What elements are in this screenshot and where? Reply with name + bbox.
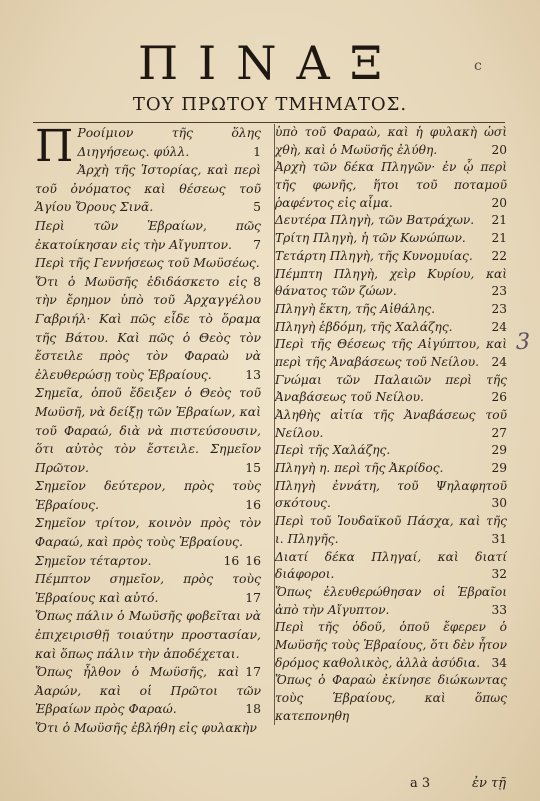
toc-page-number: 32 bbox=[491, 567, 507, 582]
toc-entry-text: Ὅτι ὁ Μωϋσῆς ἐδιδάσκετο εἰς τὴν ἔρημον ὑπὸ τοῦ Ἀρχαγγέλου Γαβριήλ· Καὶ πῶς εἶδε τὸ ὅραμα τῆς Βάτου. Καὶ πῶς ὁ Θεὸς τὸν ἔστειλε πρὸς τὸν Φαραὼ νὰ ἐλευθερώσῃ τοὺς Ἑβραίους. bbox=[35, 273, 261, 382]
toc-page-number: 24 bbox=[491, 354, 507, 369]
toc-entry bbox=[275, 124, 507, 159]
toc-entry-text: Περὶ τῆς ὁδοῦ, ὁποῦ ἔφερεν ὁ Μωϋσῆς τοὺς Ἑβραίους, ὅτι δὲν ἦτον δρόμος καθολικὸς, ἀλλὰ ἀσύδια. bbox=[275, 620, 507, 670]
toc-entry-text: Περὶ τῆς Γεννήσεως τοῦ Μωϋσέως. bbox=[35, 255, 260, 271]
toc-entry-text: Ἀληθὴς αἰτία τῆς Ἀναβάσεως τοῦ Νείλου. bbox=[275, 408, 507, 440]
toc-entry bbox=[275, 212, 507, 230]
toc-page-number: 27 bbox=[491, 425, 507, 440]
toc-page-number: 29 bbox=[491, 461, 507, 476]
toc-page-number: 17 bbox=[245, 664, 261, 680]
toc-entry-text: Τετάρτη Πληγὴ, τῆς Κυνομυίας. bbox=[275, 248, 473, 263]
toc-entry bbox=[275, 460, 507, 478]
toc-page-number: 8 bbox=[253, 273, 261, 289]
toc-page-number: 16 bbox=[245, 552, 261, 568]
toc-page-number: 34 bbox=[491, 655, 507, 670]
toc-page-number: 18 bbox=[245, 701, 261, 717]
toc-entry bbox=[35, 161, 261, 217]
margin-note: 3 bbox=[516, 330, 530, 355]
toc-page-number: 16 bbox=[245, 496, 261, 512]
toc-entry-text: Σημεῖον δεύτερον, πρὸς τοὺς Ἑβραίους. bbox=[35, 478, 261, 512]
toc-entry bbox=[275, 336, 507, 371]
toc-entry bbox=[35, 663, 261, 719]
toc-entry bbox=[35, 273, 261, 385]
toc-entry-text: Περὶ τοῦ Ἰουδαϊκοῦ Πάσχα, καὶ τῆς ι. Πληγῆς. bbox=[275, 514, 507, 546]
toc-page-number: 31 bbox=[491, 531, 507, 546]
toc-entry bbox=[35, 570, 261, 607]
toc-entry bbox=[275, 159, 507, 212]
left-column bbox=[35, 121, 261, 738]
toc-entry-text: Ρooίμιον τῆς ὅλης Διηγήσεως. φύλλ. bbox=[77, 125, 261, 159]
toc-entry bbox=[35, 477, 261, 514]
toc-entry-text: Ἀρχὴ τῆς Ἱστορίας, καὶ περὶ τοῦ ὀνόματος καὶ θέσεως τοῦ Ἁγίου Ὄρους Σινᾶ. bbox=[35, 162, 261, 215]
toc-entry-text: Πληγὴ η. περὶ τῆς Ἀκρίδος. bbox=[275, 461, 444, 476]
catchword: ἐν τῇ bbox=[472, 776, 506, 791]
toc-page-number: 7 bbox=[253, 236, 261, 252]
toc-entry-text: Γνώμαι τῶν Παλαιῶν περὶ τῆς Ἀναβάσεως τοῦ Νείλου. bbox=[275, 372, 507, 405]
toc-page-number: 5 bbox=[253, 199, 261, 215]
toc-entry-text: Ὅπως ἦλθον ὁ Μωϋσῆς, καὶ Ἀαρών, καὶ οἱ Πρῶτοι τῶν Ἑβραίων πρὸς Φαραώ. bbox=[35, 664, 261, 717]
toc-page-number: 20 bbox=[491, 142, 507, 157]
toc-entry-text: Ὅπως πάλιν ὁ Μωϋσῆς φοβεῖται νὰ ἐπιχειρισθῇ τοιαύτην προστασίαν, καὶ ὅπως πάλιν τὴν ἀποδέχεται. bbox=[35, 608, 261, 661]
toc-entry-text: Πέμπτη Πληγὴ, χεὶρ Κυρίου, καὶ θάνατος τῶν ζώων. bbox=[275, 266, 507, 299]
toc-entry bbox=[275, 619, 507, 672]
toc-entry bbox=[275, 372, 507, 407]
toc-page-number: 21 bbox=[491, 213, 507, 228]
toc-entry bbox=[275, 442, 507, 460]
toc-page-number: 23 bbox=[491, 284, 507, 299]
toc-entry-text: Περὶ τῶν Ἑβραίων, πῶς ἐκατοίκησαν εἰς τὴν Αἴγυπτον. bbox=[35, 217, 261, 252]
toc-entry-text: Ὅτι ὁ Μωϋσῆς ἐβλήθη εἰς φυλακὴν bbox=[35, 720, 257, 735]
header-rule bbox=[33, 122, 505, 123]
toc-page-number: 21 bbox=[491, 231, 507, 246]
toc-page-number: 13 bbox=[245, 366, 261, 382]
toc-entry bbox=[35, 384, 261, 477]
toc-entry-text: Πέμπτον σημεῖον, πρὸς τοὺς Ἑβραίους καὶ αὐτό. bbox=[35, 571, 261, 605]
toc-entry bbox=[35, 121, 261, 172]
toc-page-number: 15 bbox=[245, 459, 261, 475]
toc-entry bbox=[275, 301, 507, 319]
toc-entry bbox=[275, 319, 507, 337]
toc-page-number: 1 bbox=[253, 143, 261, 159]
toc-entry bbox=[35, 607, 261, 680]
toc-entry-text: Διατί δέκα Πληγαί, καὶ διατί διάφοροι. bbox=[275, 549, 507, 582]
toc-entry-text: Τρίτη Πληγὴ, ἡ τῶν Κωνώπων. bbox=[275, 231, 466, 246]
toc-entry bbox=[35, 217, 261, 254]
toc-entry bbox=[275, 584, 507, 619]
toc-page-number: 30 bbox=[491, 496, 507, 511]
toc-entry bbox=[275, 513, 507, 548]
toc-page-number: 26 bbox=[491, 390, 507, 405]
toc-entry-text: Σημεῖον τρίτον, κοινὸν πρὸς τὸν Φαραώ, καὶ πρὸς τοὺς Ἑβραίους. bbox=[35, 515, 261, 550]
toc-entry bbox=[275, 266, 507, 301]
right-column bbox=[274, 124, 507, 725]
toc-entry-text: Πληγὴ ἕκτη, τῆς Αἰθάλης. bbox=[275, 301, 436, 316]
toc-entry-text: Ἀρχὴ τῶν δέκα Πληγῶν· ἐν ᾧ περὶ τῆς φωνῆς, ἥτοι τοῦ ποταμοῦ ῥαφέντος εἰς αἷμα. bbox=[275, 160, 507, 210]
toc-entry bbox=[35, 719, 261, 738]
toc-entry-text: Πληγὴ ἐννάτη, τοῦ Ψηλαφητοῦ σκότους. bbox=[275, 478, 507, 511]
toc-page-number: 33 bbox=[491, 602, 507, 617]
toc-entry-text: Σημεῖον τέταρτον. bbox=[35, 552, 152, 568]
toc-entry-text: Περὶ τῆς Θέσεως τῆς Αἰγύπτου, καὶ περὶ τῆς Ἀναβάσεως τοῦ Νείλου. bbox=[275, 337, 507, 369]
toc-page-number: 24 bbox=[491, 319, 507, 334]
toc-page-number: 16 bbox=[223, 552, 240, 568]
page-title: ΠΙΝΑΞ bbox=[137, 36, 403, 90]
page-subtitle: ΤΟΥ ΠΡΩΤΟΥ ΤΜΗΜΑΤΟΣ. bbox=[132, 94, 408, 115]
toc-entry-text: Σημεῖα, ὁποῦ ἔδειξεν ὁ Θεὸς τοῦ Μωϋσῆ, νὰ δείξῃ τῶν Ἑβραίων, καὶ τοῦ Φαραώ, διὰ νὰ πιστεύσουσιν, ὅτι αὐτὸς τὸν ἔστειλε. Σημεῖον Πρῶτον. bbox=[35, 385, 261, 475]
toc-entry-text: Πληγὴ ἑβδόμη, τῆς Χαλάζης. bbox=[275, 319, 453, 334]
toc-entry-text: Ὅπως ὁ Φαραὼ ἐκίνησε διώκωντας τοὺς Ἑβραίους, καὶ ὅπως κατεπονηθη bbox=[275, 673, 507, 723]
toc-page-number: 29 bbox=[491, 443, 507, 458]
toc-entry bbox=[275, 549, 507, 584]
toc-page-number: 22 bbox=[491, 248, 507, 263]
margin-mark: c bbox=[474, 58, 482, 74]
toc-entry bbox=[275, 248, 507, 266]
toc-entry bbox=[275, 407, 507, 442]
toc-entry bbox=[275, 230, 507, 248]
drop-cap: Π bbox=[35, 121, 74, 172]
toc-entry-text: Περὶ τῆς Χαλάζης. bbox=[275, 443, 391, 458]
toc-page-number: 23 bbox=[491, 301, 507, 316]
signature-mark: a 3 bbox=[410, 776, 431, 791]
toc-entry bbox=[275, 478, 507, 513]
toc-page-number: 17 bbox=[245, 589, 261, 605]
toc-page-number: 20 bbox=[491, 195, 507, 210]
toc-entry bbox=[35, 254, 261, 289]
toc-entry-text: ὑπὸ τοῦ Φαραὼ, καὶ ἡ φυλακὴ ὡσὶ χθὴ, καὶ ὁ Μωϋσῆς ἐλύθη. bbox=[275, 125, 507, 157]
toc-entry bbox=[275, 672, 507, 725]
toc-entry-text: Δευτέρα Πληγὴ, τῶν Βατράχων. bbox=[275, 213, 475, 228]
toc-entry bbox=[35, 552, 261, 571]
toc-entry-text: Ὅπως ἐλευθερώθησαν οἱ Ἑβραῖοι ἀπὸ τὴν Αἴγυπτον. bbox=[275, 584, 507, 617]
